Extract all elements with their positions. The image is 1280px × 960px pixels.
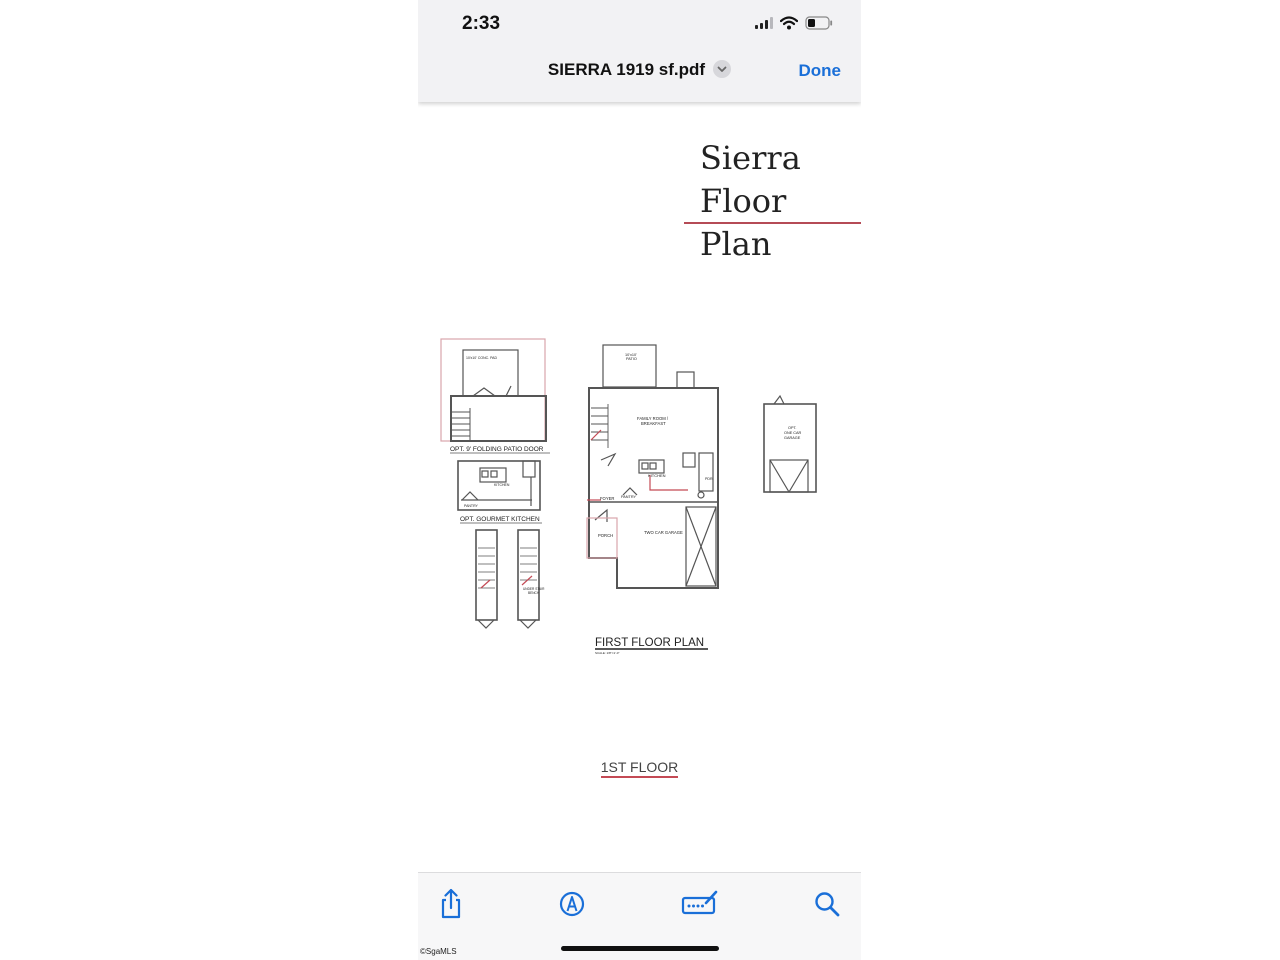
cellular-signal-icon	[755, 17, 773, 29]
top-bar	[418, 0, 861, 102]
kitchen-label: KITCHEN	[648, 473, 666, 478]
markup-pen-icon[interactable]	[555, 887, 589, 921]
heading-underline	[684, 222, 861, 224]
done-button[interactable]: Done	[798, 61, 841, 80]
heading-line-1: Sierra	[700, 139, 801, 177]
status-icons	[755, 16, 833, 30]
patio-label-2: PATIO	[626, 357, 637, 361]
foyer-label: FOYER	[600, 496, 615, 501]
two-car-garage-label: TWO CAR GARAGE	[644, 530, 683, 535]
share-icon[interactable]	[434, 887, 468, 921]
conc-pad-label: 10'x10' CONC. PAD	[466, 356, 498, 360]
search-icon[interactable]	[810, 887, 844, 921]
signature-icon[interactable]	[681, 887, 719, 921]
mls-logo-icon: ©	[420, 947, 426, 956]
opt-gourmet-kitchen-label: OPT. GOURMET KITCHEN	[460, 516, 540, 523]
opt-one-car-garage-line-2: ONE CAR	[784, 431, 802, 435]
floor-caption	[418, 759, 861, 775]
status-time: 2:33	[462, 13, 501, 34]
breakfast-label: BREAKFAST	[641, 421, 666, 426]
chevron-down-icon[interactable]	[713, 60, 731, 78]
pantry-label: PANTRY	[621, 495, 637, 499]
heading-line-2: Floor Plan	[700, 182, 787, 263]
first-floor-plan-title: FIRST FLOOR PLAN	[595, 637, 705, 649]
phone-screen	[418, 0, 861, 960]
document-title: SIERRA 1919 sf.pdf	[547, 60, 706, 79]
nav-title[interactable]	[418, 60, 861, 80]
under-stair-label: UNDER STAIR	[523, 587, 545, 591]
gourmet-kitchen-room-label: KITCHEN	[494, 483, 510, 487]
wifi-icon	[780, 16, 798, 30]
opt-folding-patio-door-label: OPT. 9' FOLDING PATIO DOOR	[450, 446, 544, 453]
opt-one-car-garage-line-1: OPT.	[788, 426, 797, 430]
document-heading	[700, 137, 861, 266]
family-room-label: FAMILY ROOM /	[637, 416, 669, 421]
gourmet-pantry-label: PANTRY	[464, 504, 478, 508]
home-indicator[interactable]	[561, 946, 719, 951]
powder-label: PDR.	[705, 477, 714, 481]
mls-watermark	[420, 947, 457, 956]
opt-one-car-garage-line-3: GARAGE	[784, 436, 801, 440]
plan-scale-note: SCALE: 1/8"=1'-0"	[595, 651, 620, 655]
patio-label: 10'x10'	[625, 353, 637, 357]
floor-caption-text: 1ST FLOOR	[601, 759, 679, 778]
under-stair-label-2: BENCH	[528, 591, 540, 595]
watermark-text: SgaMLS	[425, 947, 457, 956]
battery-icon	[805, 16, 833, 30]
porch-label: PORCH	[598, 533, 614, 538]
floor-plan-drawing	[418, 330, 861, 670]
